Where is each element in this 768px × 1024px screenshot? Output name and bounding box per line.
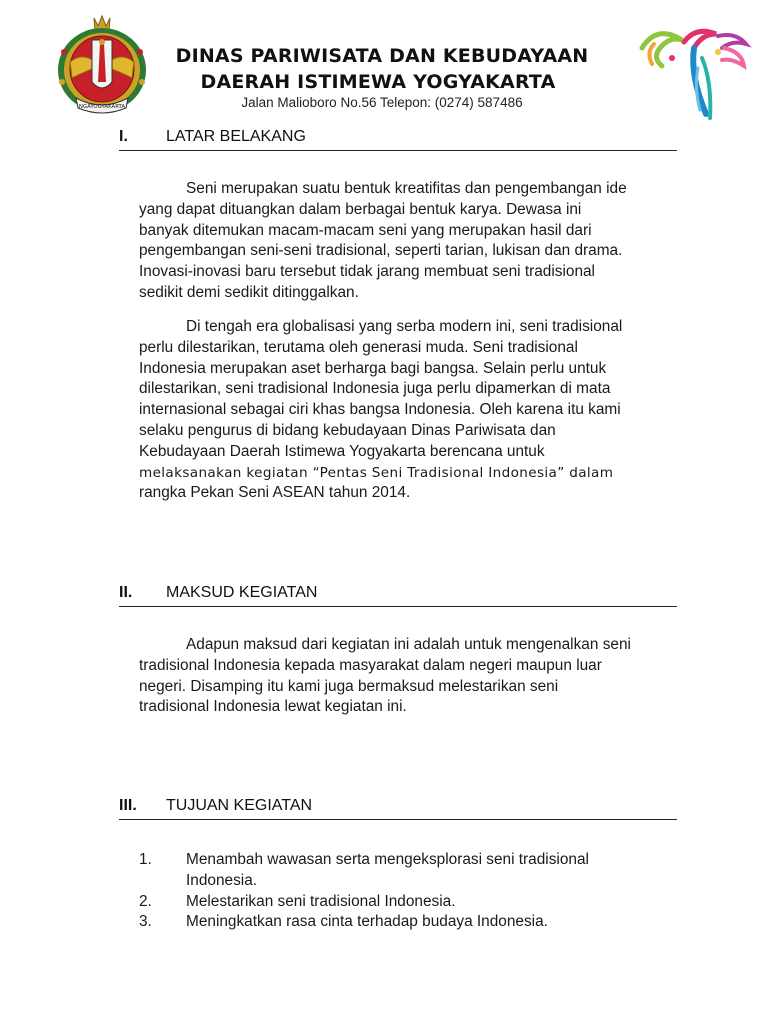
list-item-number: 1.	[139, 851, 152, 868]
emblem-banner-text: NGAYOGYAKARTA	[78, 104, 126, 110]
paragraph-latar-belakang-2	[139, 317, 684, 504]
agency-title-line1: DINAS PARIWISATA DAN KEBUDAYAAN	[175, 45, 589, 67]
list-item-text: Meningkatkan rasa cinta terhadap budaya Indonesia.	[186, 913, 548, 931]
text-line: negeri. Disamping itu kami juga bermaksud melestarikan seni	[139, 677, 559, 695]
text-line: Inovasi-inovasi baru tersebut tidak jarang membuat seni tradisional	[139, 263, 595, 281]
list-item-text: Melestarikan seni tradisional Indonesia.	[186, 892, 456, 910]
text-line: banyak ditemukan macam-macam seni yang merupakan hasil dari	[139, 221, 592, 239]
list-item	[139, 912, 684, 933]
section-heading-tujuan-kegiatan	[119, 797, 677, 820]
text-line: tradisional Indonesia kepada masyarakat dalam negeri maupun luar	[139, 656, 602, 674]
paragraph-latar-belakang-1	[139, 179, 684, 304]
section-title: LATAR BELAKANG	[166, 128, 306, 145]
text-line: selaku pengurus di bidang kebudayaan Dinas Pariwisata dan	[139, 421, 556, 439]
paragraph-maksud-kegiatan	[139, 635, 684, 718]
text-line: Seni merupakan suatu bentuk kreatifitas dan pengembangan ide	[186, 180, 627, 197]
text-line: internasional sebagai ciri khas bangsa Indonesia. Oleh karena itu kami	[139, 401, 621, 419]
text-line: Indonesia merupakan aset berharga bagi bangsa. Selain perlu untuk	[139, 359, 607, 377]
text-line: sedikit demi sedikit ditinggalkan.	[139, 283, 359, 301]
list-item-text: Menambah wawasan serta mengeksplorasi seni tradisional	[186, 851, 589, 868]
text-line: yang dapat dituangkan dalam berbagai bentuk karya. Dewasa ini	[139, 200, 582, 218]
list-item-text: Indonesia.	[186, 871, 258, 889]
text-line: tradisional Indonesia lewat kegiatan ini.	[139, 698, 407, 716]
text-line: Adapun maksud dari kegiatan ini adalah untuk mengenalkan seni	[186, 636, 631, 653]
agency-title-line2: DAERAH ISTIMEWA YOGYAKARTA	[200, 71, 556, 93]
agency-address: Jalan Malioboro No.56 Telepon: (0274) 587486	[241, 95, 523, 110]
list-item-number: 3.	[139, 913, 152, 931]
text-line: dilestarikan, seni tradisional Indonesia juga perlu dipamerkan di mata	[139, 380, 611, 398]
section-number: I.	[119, 128, 128, 145]
objectives-list	[139, 850, 684, 933]
text-line: pengembangan seni-seni tradisional, seperti tarian, lukisan dan drama.	[139, 242, 623, 260]
list-item-number: 2.	[139, 892, 152, 910]
section-heading-maksud-kegiatan	[119, 584, 677, 607]
text-line: Di tengah era globalisasi yang serba modern ini, seni tradisional	[186, 318, 623, 335]
text-line: Kebudayaan Daerah Istimewa Yogyakarta berencana untuk	[139, 442, 545, 460]
section-title: TUJUAN KEGIATAN	[166, 797, 313, 814]
text-line: rangka Pekan Seni ASEAN tahun 2014.	[139, 484, 411, 502]
list-item	[139, 850, 684, 892]
text-line: perlu dilestarikan, terutama oleh generasi muda. Seni tradisional	[139, 338, 578, 356]
section-number: II.	[119, 584, 133, 601]
section-title: MAKSUD KEGIATAN	[166, 584, 318, 601]
text-line: melaksanakan kegiatan “Pentas Seni Tradisional Indonesia” dalam	[139, 464, 614, 481]
list-item	[139, 892, 684, 913]
section-number: III.	[119, 797, 137, 814]
section-heading-latar-belakang	[119, 128, 677, 151]
